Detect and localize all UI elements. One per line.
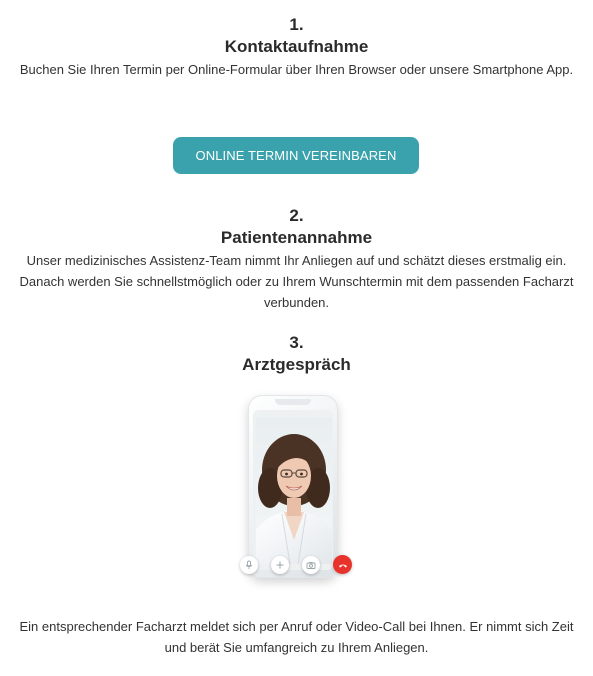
- microphone-icon[interactable]: [240, 556, 258, 574]
- online-appointment-button[interactable]: ONLINE TERMIN VEREINBAREN: [173, 137, 419, 174]
- doctor-video-image: [256, 418, 332, 564]
- step-1: [0, 14, 593, 80]
- step-title: Kontaktaufnahme: [224, 37, 369, 56]
- step-number: 1.: [289, 15, 304, 34]
- step-title: Patientenannahme: [220, 228, 373, 247]
- step-description: Unser medizinisches Assistenz-Team nimmt Ihr Anliegen auf und schätzt dieses erstmalig ein. Danach werden Sie schnellstmöglich oder zu Ihrem Wunschtermin mit dem passenden Facharzt verbunden.: [19, 253, 574, 310]
- camera-icon[interactable]: [302, 556, 320, 574]
- step-description: Ein entsprechender Facharzt meldet sich per Anruf oder Video-Call bei Ihnen. Er nimmt sich Zeit und berät Sie umfangreich zu Ihrem Anliegen.: [19, 619, 574, 655]
- step-description: Buchen Sie Ihren Termin per Online-Formular über Ihren Browser oder unsere Smartphone App.: [19, 62, 574, 77]
- step-3: [0, 332, 593, 376]
- step-2: [0, 205, 593, 313]
- step-3-description: [0, 616, 593, 658]
- step-number: 2.: [289, 206, 304, 225]
- step-number: 3.: [289, 333, 304, 352]
- plus-icon[interactable]: [271, 556, 289, 574]
- phone-notch: [275, 399, 311, 405]
- step-title: Arztgespräch: [242, 355, 351, 374]
- hang-up-icon[interactable]: [333, 555, 352, 574]
